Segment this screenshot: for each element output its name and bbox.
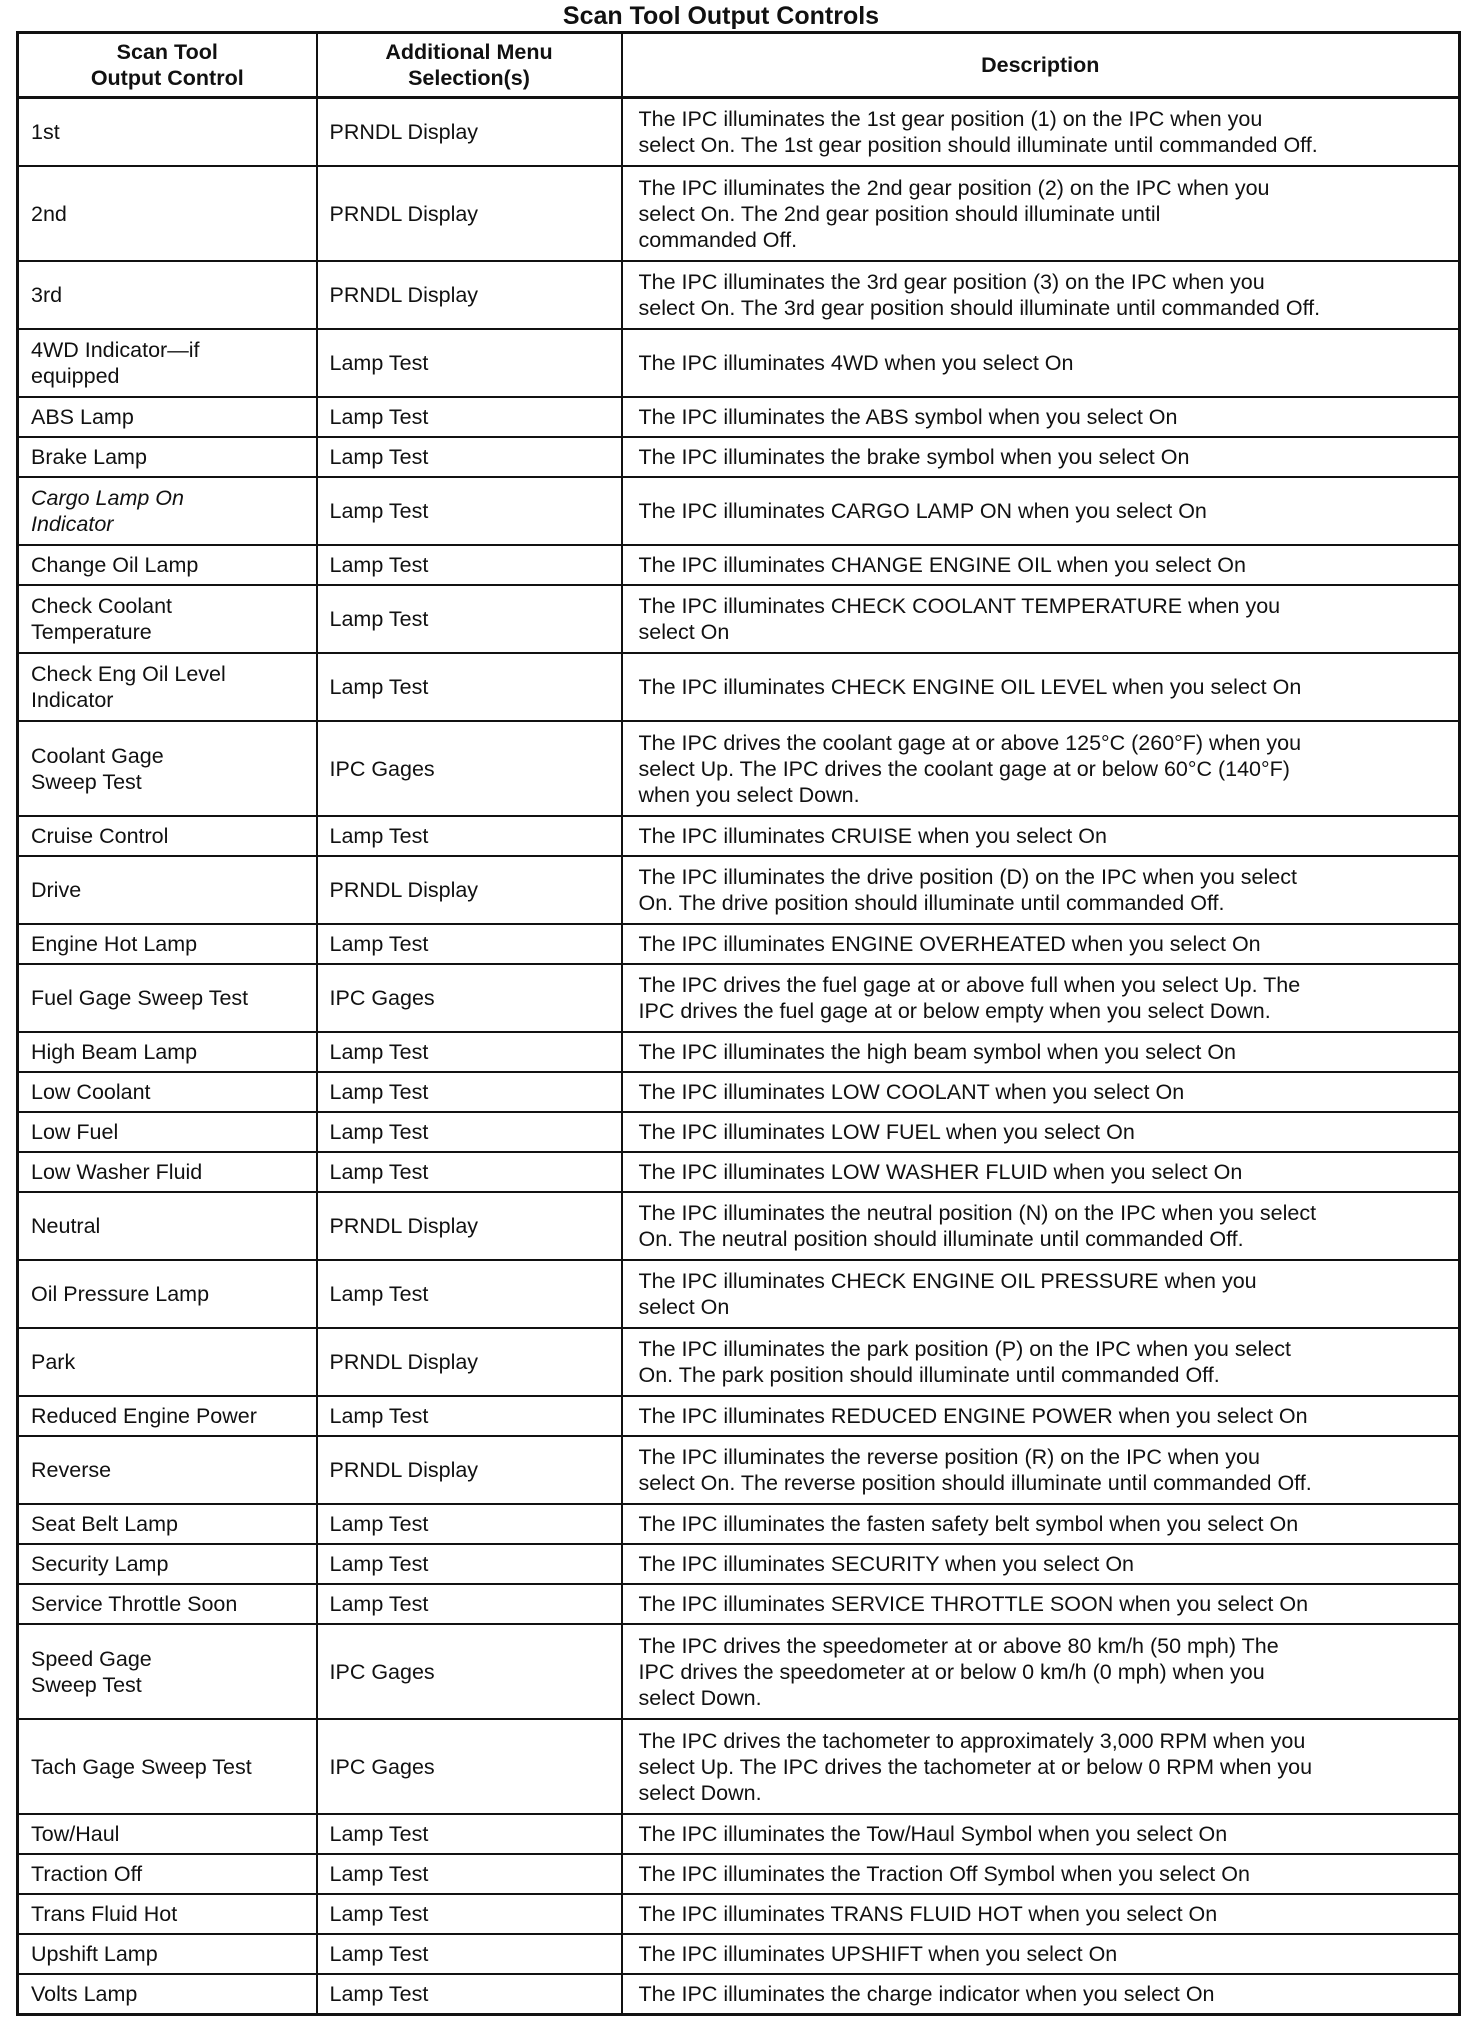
- table-row: [18, 964, 1460, 1032]
- cell-menu: Lamp Test: [317, 1814, 622, 1854]
- cell-menu: IPC Gages: [317, 1624, 622, 1719]
- cell-menu: Lamp Test: [317, 1504, 622, 1544]
- cell-description: The IPC drives the tachometer to approximately 3,000 RPM when you select Up. The IPC drives the tachometer at or below 0 RPM when you select Down.: [622, 1719, 1460, 1814]
- cell-control: Reduced Engine Power: [18, 1396, 317, 1436]
- cell-description: The IPC illuminates LOW WASHER FLUID when you select On: [622, 1152, 1460, 1192]
- table-row: [18, 1814, 1460, 1854]
- cell-control: Coolant Gage Sweep Test: [18, 721, 317, 816]
- cell-control: Cargo Lamp On Indicator: [18, 477, 317, 545]
- table-row: [18, 437, 1460, 477]
- cell-menu: Lamp Test: [317, 585, 622, 653]
- cell-description: The IPC illuminates the Traction Off Symbol when you select On: [622, 1854, 1460, 1894]
- table-row: [18, 1328, 1460, 1396]
- cell-menu: Lamp Test: [317, 1934, 622, 1974]
- cell-control: 3rd: [18, 261, 317, 329]
- cell-menu: Lamp Test: [317, 1544, 622, 1584]
- cell-menu: PRNDL Display: [317, 1328, 622, 1396]
- cell-description: The IPC illuminates the 3rd gear position (3) on the IPC when you select On. The 3rd gear position should illuminate until commanded Off.: [622, 261, 1460, 329]
- cell-menu: Lamp Test: [317, 1032, 622, 1072]
- table-row: [18, 1112, 1460, 1152]
- cell-description: The IPC illuminates CHECK COOLANT TEMPERATURE when you select On: [622, 585, 1460, 653]
- cell-menu: Lamp Test: [317, 545, 622, 585]
- cell-description: The IPC illuminates 4WD when you select On: [622, 329, 1460, 397]
- cell-control: Volts Lamp: [18, 1974, 317, 2015]
- table-row: [18, 1260, 1460, 1328]
- cell-menu: PRNDL Display: [317, 1192, 622, 1260]
- cell-menu: PRNDL Display: [317, 98, 622, 167]
- cell-control: Fuel Gage Sweep Test: [18, 964, 317, 1032]
- cell-control: Drive: [18, 856, 317, 924]
- table-row: [18, 545, 1460, 585]
- cell-description: The IPC illuminates the ABS symbol when you select On: [622, 397, 1460, 437]
- cell-menu: IPC Gages: [317, 721, 622, 816]
- table-row: [18, 1854, 1460, 1894]
- cell-description: The IPC illuminates the 1st gear position (1) on the IPC when you select On. The 1st gear position should illuminate until commanded Off.: [622, 98, 1460, 167]
- table-row: [18, 1396, 1460, 1436]
- cell-control: Cruise Control: [18, 816, 317, 856]
- cell-description: The IPC illuminates CHANGE ENGINE OIL when you select On: [622, 545, 1460, 585]
- cell-control: Traction Off: [18, 1854, 317, 1894]
- cell-control: Service Throttle Soon: [18, 1584, 317, 1624]
- cell-description: The IPC illuminates the drive position (D) on the IPC when you select On. The drive position should illuminate until commanded Off.: [622, 856, 1460, 924]
- table-row: [18, 1152, 1460, 1192]
- table-row: [18, 1192, 1460, 1260]
- cell-control: High Beam Lamp: [18, 1032, 317, 1072]
- cell-description: The IPC illuminates ENGINE OVERHEATED when you select On: [622, 924, 1460, 964]
- cell-description: The IPC illuminates CHECK ENGINE OIL PRESSURE when you select On: [622, 1260, 1460, 1328]
- cell-menu: Lamp Test: [317, 653, 622, 721]
- cell-description: The IPC illuminates SERVICE THROTTLE SOON when you select On: [622, 1584, 1460, 1624]
- table-row: [18, 721, 1460, 816]
- column-header-control: Scan Tool Output Control: [18, 33, 317, 98]
- cell-control: Speed Gage Sweep Test: [18, 1624, 317, 1719]
- cell-menu: IPC Gages: [317, 964, 622, 1032]
- table-row: [18, 1894, 1460, 1934]
- cell-description: The IPC illuminates the brake symbol when you select On: [622, 437, 1460, 477]
- table-row: [18, 1504, 1460, 1544]
- cell-control: Security Lamp: [18, 1544, 317, 1584]
- cell-control: Park: [18, 1328, 317, 1396]
- cell-description: The IPC illuminates UPSHIFT when you select On: [622, 1934, 1460, 1974]
- table-row: [18, 924, 1460, 964]
- table-row: [18, 261, 1460, 329]
- cell-menu: Lamp Test: [317, 437, 622, 477]
- table-row: [18, 585, 1460, 653]
- cell-control: 2nd: [18, 166, 317, 261]
- cell-menu: Lamp Test: [317, 1152, 622, 1192]
- cell-control: Oil Pressure Lamp: [18, 1260, 317, 1328]
- table-row: [18, 1934, 1460, 1974]
- cell-control: Seat Belt Lamp: [18, 1504, 317, 1544]
- table-row: [18, 1072, 1460, 1112]
- cell-menu: Lamp Test: [317, 1854, 622, 1894]
- cell-menu: PRNDL Display: [317, 1436, 622, 1504]
- page-title: Scan Tool Output Controls: [562, 2, 880, 30]
- cell-menu: PRNDL Display: [317, 856, 622, 924]
- cell-description: The IPC illuminates CRUISE when you select On: [622, 816, 1460, 856]
- table-row: [18, 1719, 1460, 1814]
- cell-menu: Lamp Test: [317, 397, 622, 437]
- cell-description: The IPC illuminates LOW COOLANT when you select On: [622, 1072, 1460, 1112]
- cell-menu: Lamp Test: [317, 1260, 622, 1328]
- cell-menu: Lamp Test: [317, 1894, 622, 1934]
- cell-control: Reverse: [18, 1436, 317, 1504]
- cell-control: Tach Gage Sweep Test: [18, 1719, 317, 1814]
- cell-control: Change Oil Lamp: [18, 545, 317, 585]
- table-row: [18, 477, 1460, 545]
- table-row: [18, 1544, 1460, 1584]
- cell-control: Neutral: [18, 1192, 317, 1260]
- cell-control: Brake Lamp: [18, 437, 317, 477]
- cell-description: The IPC illuminates SECURITY when you select On: [622, 1544, 1460, 1584]
- table-row: [18, 98, 1460, 167]
- cell-menu: Lamp Test: [317, 924, 622, 964]
- cell-description: The IPC drives the coolant gage at or above 125°C (260°F) when you select Up. The IPC drives the coolant gage at or below 60°C (140°F) when you select Down.: [622, 721, 1460, 816]
- cell-description: The IPC illuminates the high beam symbol when you select On: [622, 1032, 1460, 1072]
- cell-description: The IPC illuminates the 2nd gear position (2) on the IPC when you select On. The 2nd gear position should illuminate until commanded Off.: [622, 166, 1460, 261]
- cell-description: The IPC illuminates CARGO LAMP ON when you select On: [622, 477, 1460, 545]
- cell-description: The IPC drives the speedometer at or above 80 km/h (50 mph) The IPC drives the speedometer at or below 0 km/h (0 mph) when you select Down.: [622, 1624, 1460, 1719]
- table-row: [18, 1974, 1460, 2015]
- cell-description: The IPC illuminates TRANS FLUID HOT when you select On: [622, 1894, 1460, 1934]
- cell-description: The IPC illuminates the charge indicator when you select On: [622, 1974, 1460, 2015]
- cell-description: The IPC illuminates the Tow/Haul Symbol when you select On: [622, 1814, 1460, 1854]
- table-row: [18, 1584, 1460, 1624]
- cell-menu: PRNDL Display: [317, 261, 622, 329]
- cell-description: The IPC illuminates the park position (P) on the IPC when you select On. The park position should illuminate until commanded Off.: [622, 1328, 1460, 1396]
- cell-control: Low Washer Fluid: [18, 1152, 317, 1192]
- cell-menu: Lamp Test: [317, 1072, 622, 1112]
- table-row: [18, 329, 1460, 397]
- table-row: [18, 1624, 1460, 1719]
- cell-menu: Lamp Test: [317, 1584, 622, 1624]
- cell-description: The IPC illuminates REDUCED ENGINE POWER when you select On: [622, 1396, 1460, 1436]
- cell-description: The IPC illuminates CHECK ENGINE OIL LEVEL when you select On: [622, 653, 1460, 721]
- table-row: [18, 856, 1460, 924]
- cell-description: The IPC illuminates the fasten safety belt symbol when you select On: [622, 1504, 1460, 1544]
- cell-control: ABS Lamp: [18, 397, 317, 437]
- cell-description: The IPC illuminates LOW FUEL when you select On: [622, 1112, 1460, 1152]
- cell-control: Trans Fluid Hot: [18, 1894, 317, 1934]
- cell-menu: Lamp Test: [317, 816, 622, 856]
- table-row: [18, 1436, 1460, 1504]
- cell-control: Engine Hot Lamp: [18, 924, 317, 964]
- output-controls-table: [16, 31, 1461, 2016]
- cell-menu: Lamp Test: [317, 477, 622, 545]
- column-header-menu: Additional Menu Selection(s): [317, 33, 622, 98]
- table-row: [18, 653, 1460, 721]
- cell-menu: Lamp Test: [317, 1112, 622, 1152]
- cell-description: The IPC illuminates the neutral position (N) on the IPC when you select On. The neutral position should illuminate until commanded Off.: [622, 1192, 1460, 1260]
- cell-control: Tow/Haul: [18, 1814, 317, 1854]
- cell-description: The IPC illuminates the reverse position (R) on the IPC when you select On. The reverse position should illuminate until commanded Off.: [622, 1436, 1460, 1504]
- table-row: [18, 397, 1460, 437]
- cell-menu: Lamp Test: [317, 329, 622, 397]
- cell-control: Low Coolant: [18, 1072, 317, 1112]
- cell-control: 4WD Indicator—if equipped: [18, 329, 317, 397]
- cell-control: 1st: [18, 98, 317, 167]
- table-row: [18, 816, 1460, 856]
- cell-control: Low Fuel: [18, 1112, 317, 1152]
- cell-menu: PRNDL Display: [317, 166, 622, 261]
- cell-control: Check Coolant Temperature: [18, 585, 317, 653]
- table-header-row: [18, 33, 1460, 98]
- cell-description: The IPC drives the fuel gage at or above full when you select Up. The IPC drives the fuel gage at or below empty when you select Down.: [622, 964, 1460, 1032]
- cell-control: Upshift Lamp: [18, 1934, 317, 1974]
- cell-menu: IPC Gages: [317, 1719, 622, 1814]
- table-row: [18, 1032, 1460, 1072]
- cell-menu: Lamp Test: [317, 1396, 622, 1436]
- table-row: [18, 166, 1460, 261]
- column-header-description: Description: [622, 33, 1460, 98]
- cell-control: Check Eng Oil Level Indicator: [18, 653, 317, 721]
- cell-menu: Lamp Test: [317, 1974, 622, 2015]
